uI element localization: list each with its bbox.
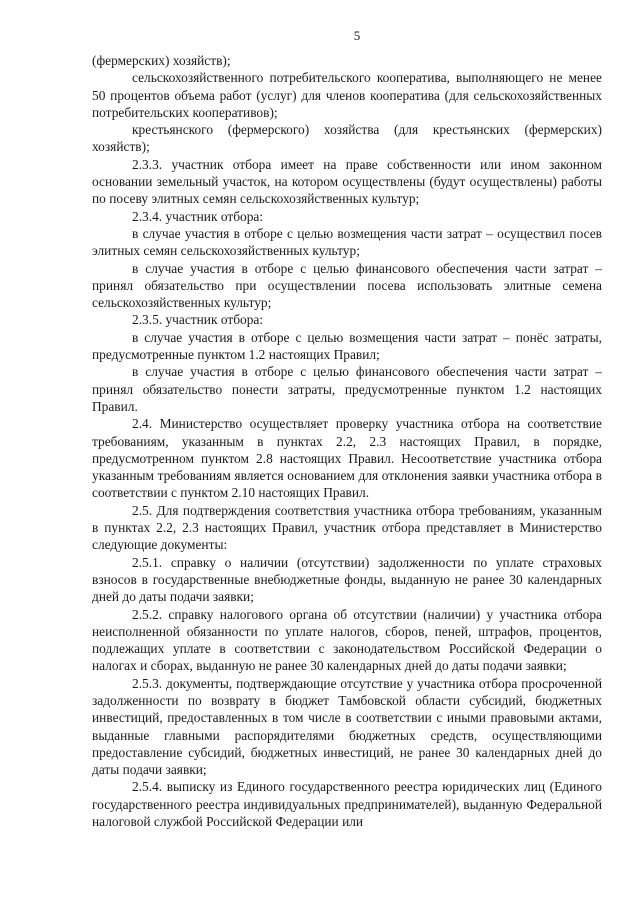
paragraph: 2.3.5. участник отбора:: [132, 312, 264, 328]
paragraph: 2.4. Министерство осуществляет проверку участника отбора на соответствие требованиям, указанным в пунктах 2.2, 2.3 настоящих Правил, в порядке, предусмотренном пунктом 2.8 настоящих Правил. Несоответствие участника отбора указанным требованиям является основанием для отклонения заявки участника отбора в соответствии с пунктом 2.10 настоящих Правил.: [92, 416, 602, 501]
paragraph: 2.3.4. участник отбора:: [132, 208, 264, 224]
paragraph: 2.5.4. выписку из Единого государственного реестра юридических лиц (Единого государственного реестра индивидуальных предпринимателей), выданную Федеральной налоговой службой Российской Федерации или: [92, 779, 602, 830]
paragraph: 2.5.2. справку налогового органа об отсутствии (наличии) у участника отбора неисполненной обязанности по уплате налогов, сборов, пеней, штрафов, процентов, подлежащих уплате в соответствии с законодательством Российской Федерации о налогах и сборах, выданную не ранее 30 календарных дней до даты подачи заявки;: [92, 606, 602, 674]
page-number: 5: [353, 28, 361, 43]
paragraph: в случае участия в отборе с целью возмещения части затрат – осуществил посев элитных семян сельскохозяйственных культур;: [92, 225, 602, 259]
paragraph: сельскохозяйственного потребительского кооператива, выполняющего не менее 50 процентов объема работ (услуг) для членов кооператива (для сельскохозяйственных потребительских кооперативов);: [92, 70, 602, 120]
paragraph: 2.5.1. справку о наличии (отсутствии) задолженности по уплате страховых взносов в государственные внебюджетные фонды, выданную не ранее 30 календарных дней до даты подачи заявки;: [92, 554, 602, 605]
paragraph: в случае участия в отборе с целью финансового обеспечения части затрат – принял обязательство при осуществлении посева использовать элитные семена сельскохозяйственных культур;: [92, 260, 602, 311]
paragraph: 2.5. Для подтверждения соответствия участника отбора требованиям, указанным в пунктах 2.2, 2.3 настоящих Правил, участник отбора представляет в Министерство следующие документы:: [92, 502, 602, 553]
paragraph: крестьянского (фермерского) хозяйства (для крестьянских (фермерских) хозяйств);: [92, 122, 602, 155]
document-body: [92, 52, 602, 830]
paragraph: в случае участия в отборе с целью возмещения части затрат – понёс затраты, предусмотренные пунктом 1.2 настоящих Правил;: [92, 329, 602, 363]
paragraph: в случае участия в отборе с целью финансового обеспечения части затрат – принял обязательство понести затраты, предусмотренные пунктом 1.2 настоящих Правил.: [92, 364, 602, 414]
paragraph: 2.3.3. участник отбора имеет на праве собственности или ином законном основании земельный участок, на котором осуществлены (будут осуществлены) работы по посеву элитных семян сельскохозяйственных культур;: [92, 156, 602, 207]
paragraph: (фермерских) хозяйств);: [92, 53, 231, 68]
paragraph: 2.5.3. документы, подтверждающие отсутствие у участника отбора просроченной задолженности по возврату в бюджет Тамбовской области субсидий, бюджетных инвестиций, предоставленных в том числе в соответствии с иными правовыми актами, выданные главными распорядителями бюджетных средств, осуществляющими предоставление субсидий, бюджетных инвестиций, не ранее 30 календарных дней до даты подачи заявки;: [92, 675, 602, 778]
